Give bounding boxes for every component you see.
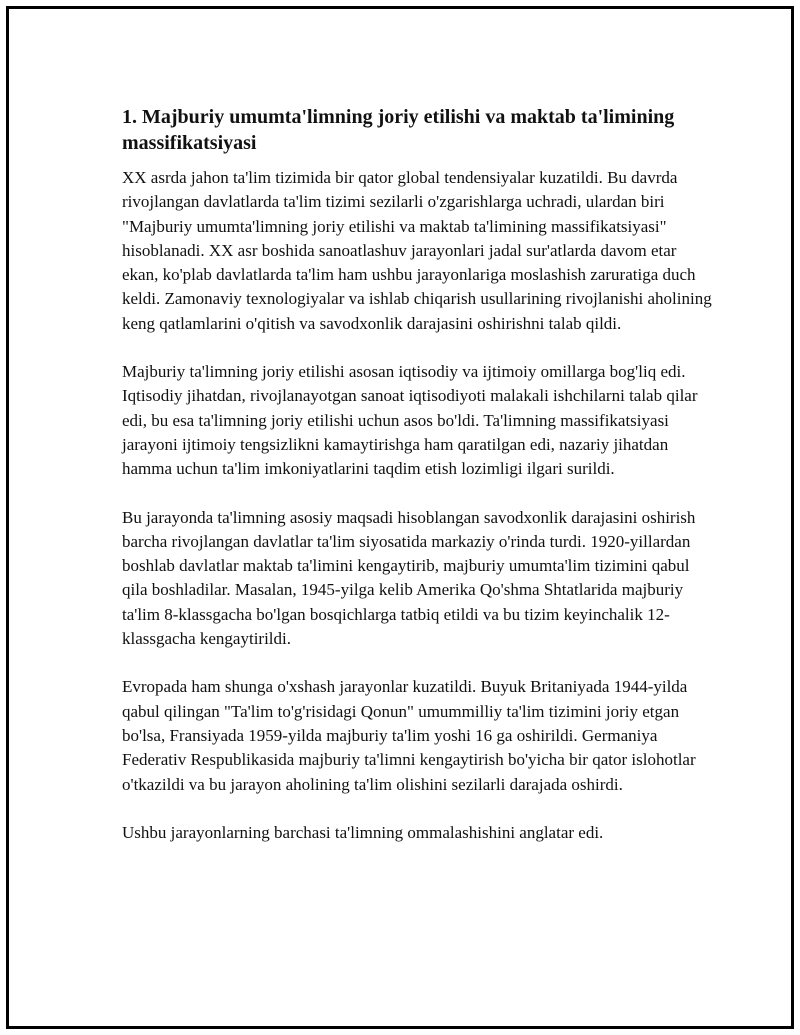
- paragraph-5: Ushbu jarayonlarning barchasi ta'limning ommalashishini anglatar edi.: [122, 822, 604, 842]
- section-heading: 1. Majburiy umumta'limning joriy etilishi va maktab ta'limining massifikatsiyasi: [122, 106, 675, 154]
- paragraph-3: Bu jarayonda ta'limning asosiy maqsadi hisoblangan savodxonlik darajasini oshirish barcha rivojlangan davlatlar ta'lim siyosatida markaziy o'rinda turdi. 1920-yillardan boshlab davlatlar maktab ta'limini kengaytirib, majburiy umumta'lim tizimini qabul qila boshladilar. Masalan, 1945-yilga kelib Amerika Qo'shma Shtatlarida majburiy ta'lim 8-klassgacha bo'lgan bosqichlarga tatbiq etildi va bu tizim keyinchalik 12-klassgacha kengaytirildi.: [122, 507, 696, 649]
- paragraph-1: XX asrda jahon ta'lim tizimida bir qator global tendensiyalar kuzatildi. Bu davrda rivojlangan davlatlarda ta'lim tizimi sezilarli o'zgarishlarga uchradi, ulardan biri "Majburiy umumta'limning joriy etilishi va maktab ta'limining massifikatsiyasi" hisoblanadi. XX asr boshida sanoatlashuv jarayonlari jadal sur'atlarda davom etar ekan, ko'plab davlatlarda ta'lim ham ushbu jarayonlariga moslashish zaruratiga duch keldi. Zamonaviy texnologiyalar va ishlab chiqarish usullarining rivojlanishi aholining keng qatlamlarini o'qitish va savodxonlik darajasini oshirishni talab qildi.: [122, 168, 712, 333]
- paragraph-4: Evropada ham shunga o'xshash jarayonlar kuzatildi. Buyuk Britaniyada 1944-yilda qabul qilingan "Ta'lim to'g'risidagi Qonun" umummilliy ta'lim tizimini joriy etgan bo'lsa, Fransiyada 1959-yilda majburiy ta'lim yoshi 16 ga oshirildi. Germaniya Federativ Respublikasida majburiy ta'limni kengaytirish bo'yicha bir qator islohotlar o'tkazildi va bu jarayon aholining ta'lim olishini sezilarli darajada oshirdi.: [122, 677, 696, 794]
- paragraph-2: Majburiy ta'limning joriy etilishi asosan iqtisodiy va ijtimoiy omillarga bog'liq edi. Iqtisodiy jihatdan, rivojlanayotgan sanoat iqtisodiyoti malakali ishchilarni talab qilar edi, bu esa ta'limning joriy etilishi uchun asos bo'ldi. Ta'limning massifikatsiyasi jarayoni ijtimoiy tengsizlikni kamaytirishga ham qaratilgan edi, nazariy jihatdan hamma uchun ta'lim imkoniyatlarini taqdim etish lozimligi ilgari surildi.: [122, 362, 698, 479]
- page-frame: [6, 6, 794, 1029]
- document-body: [122, 104, 712, 845]
